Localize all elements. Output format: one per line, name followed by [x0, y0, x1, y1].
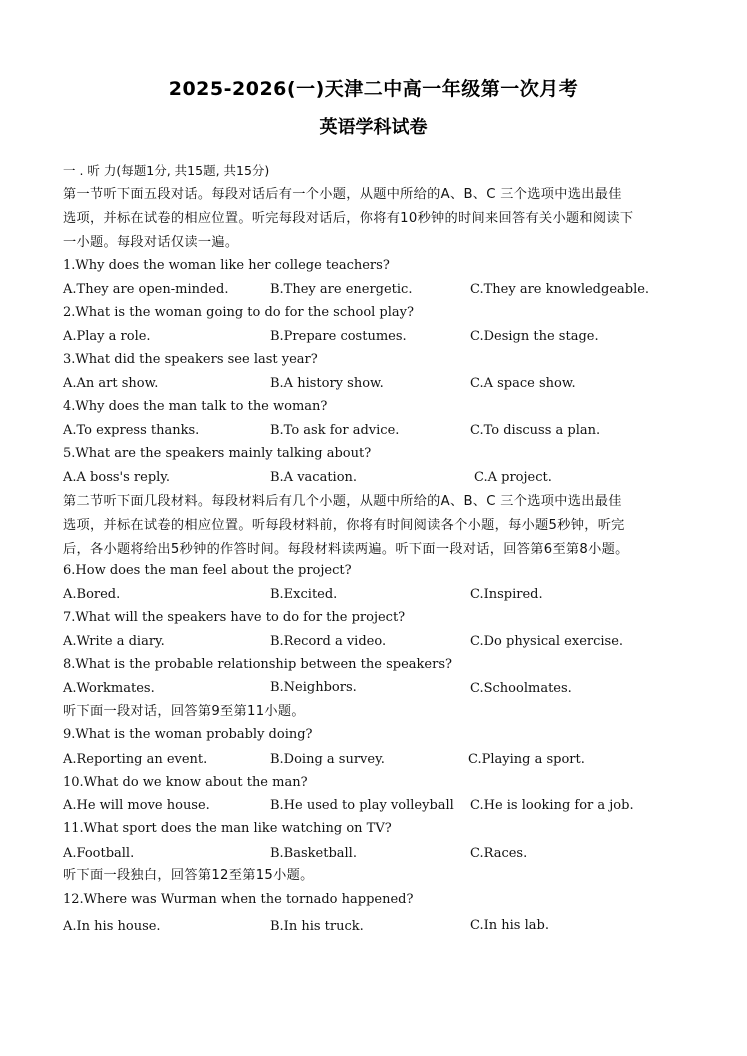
exam-title: 2025-2026(一)天津二中高一年级第一次月考 [168, 78, 579, 100]
q3-option-c: C.A space show. [470, 376, 576, 391]
part2-intro-line: 第二节听下面几段材料。每段材料后有几个小题，从题中所给的A、B、C 三个选项中选出最佳 [63, 494, 622, 509]
question-3: 3.What did the speakers see last year? [63, 352, 318, 367]
q11-option-c: C.Races. [470, 846, 528, 861]
q7-option-b: B.Record a video. [270, 634, 387, 649]
question-4: 4.Why does the man talk to the woman? [63, 399, 328, 414]
q4-option-a: A.To express thanks. [63, 423, 200, 438]
q6-option-b: B.Excited. [270, 587, 338, 602]
q11-option-b: B.Basketball. [270, 846, 357, 861]
question-1: 1.Why does the woman like her college teachers? [63, 258, 390, 273]
question-10: 10.What do we know about the man? [63, 775, 308, 790]
q12-option-c: C.In his lab. [470, 918, 549, 933]
part2-intro-line: 后，各小题将给出5秒钟的作答时间。每段材料读两遍。听下面一段对话，回答第6至第8小题。 [63, 542, 629, 557]
part1-intro-line: 第一节听下面五段对话。每段对话后有一个小题，从题中所给的A、B、C 三个选项中选出最佳 [63, 187, 622, 202]
section-heading: 一 . 听 力(每题1分, 共15题, 共15分) [63, 163, 270, 178]
question-7: 7.What will the speakers have to do for the project? [63, 610, 406, 625]
q6-option-c: C.Inspired. [470, 587, 543, 602]
question-11: 11.What sport does the man like watching on TV? [63, 821, 392, 836]
question-5: 5.What are the speakers mainly talking about? [63, 446, 372, 461]
q1-option-a: A.They are open-minded. [63, 282, 229, 297]
instruction-12-15: 听下面一段独白，回答第12至第15小题。 [63, 868, 314, 883]
q5-option-c: C.A project. [474, 470, 552, 485]
q11-option-a: A.Football. [63, 846, 135, 861]
q4-option-c: C.To discuss a plan. [470, 423, 601, 438]
q8-option-b: B.Neighbors. [270, 680, 357, 695]
q9-option-c: C.Playing a sport. [468, 752, 585, 767]
question-8: 8.What is the probable relationship between the speakers? [63, 657, 452, 672]
q8-option-a: A.Workmates. [63, 681, 155, 696]
q8-option-c: C.Schoolmates. [470, 681, 572, 696]
q9-option-b: B.Doing a survey. [270, 752, 385, 767]
q6-option-a: A.Bored. [63, 587, 121, 602]
q12-option-a: A.In his house. [63, 919, 161, 934]
q9-option-a: A.Reporting an event. [63, 752, 208, 767]
exam-subtitle: 英语学科试卷 [319, 117, 428, 138]
part1-intro-line: 一小题。每段对话仅读一遍。 [63, 235, 239, 250]
q10-option-b: B.He used to play volleyball [270, 798, 454, 813]
q1-option-c: C.They are knowledgeable. [470, 282, 650, 297]
q2-option-a: A.Play a role. [63, 329, 151, 344]
q7-option-a: A.Write a diary. [63, 634, 165, 649]
q5-option-b: B.A vacation. [270, 470, 358, 485]
part1-intro-line: 选项，并标在试卷的相应位置。听完每段对话后，你将有10秒钟的时间来回答有关小题和阅读下 [63, 211, 634, 226]
q12-option-b: B.In his truck. [270, 919, 364, 934]
question-12: 12.Where was Wurman when the tornado happened? [63, 892, 414, 907]
q2-option-b: B.Prepare costumes. [270, 329, 407, 344]
question-9: 9.What is the woman probably doing? [63, 727, 313, 742]
q7-option-c: C.Do physical exercise. [470, 634, 624, 649]
q3-option-a: A.An art show. [63, 376, 159, 391]
q2-option-c: C.Design the stage. [470, 329, 599, 344]
question-6: 6.How does the man feel about the project? [63, 563, 352, 578]
q10-option-a: A.He will move house. [63, 798, 210, 813]
q3-option-b: B.A history show. [270, 376, 384, 391]
instruction-9-11: 听下面一段对话，回答第9至第11小题。 [63, 704, 305, 719]
q1-option-b: B.They are energetic. [270, 282, 413, 297]
question-2: 2.What is the woman going to do for the school play? [63, 305, 414, 320]
part2-intro-line: 选项，并标在试卷的相应位置。听每段材料前，你将有时间阅读各个小题，每小题5秒钟，听完 [63, 518, 625, 533]
q10-option-c: C.He is looking for a job. [470, 798, 634, 813]
q4-option-b: B.To ask for advice. [270, 423, 400, 438]
q5-option-a: A.A boss's reply. [63, 470, 171, 485]
